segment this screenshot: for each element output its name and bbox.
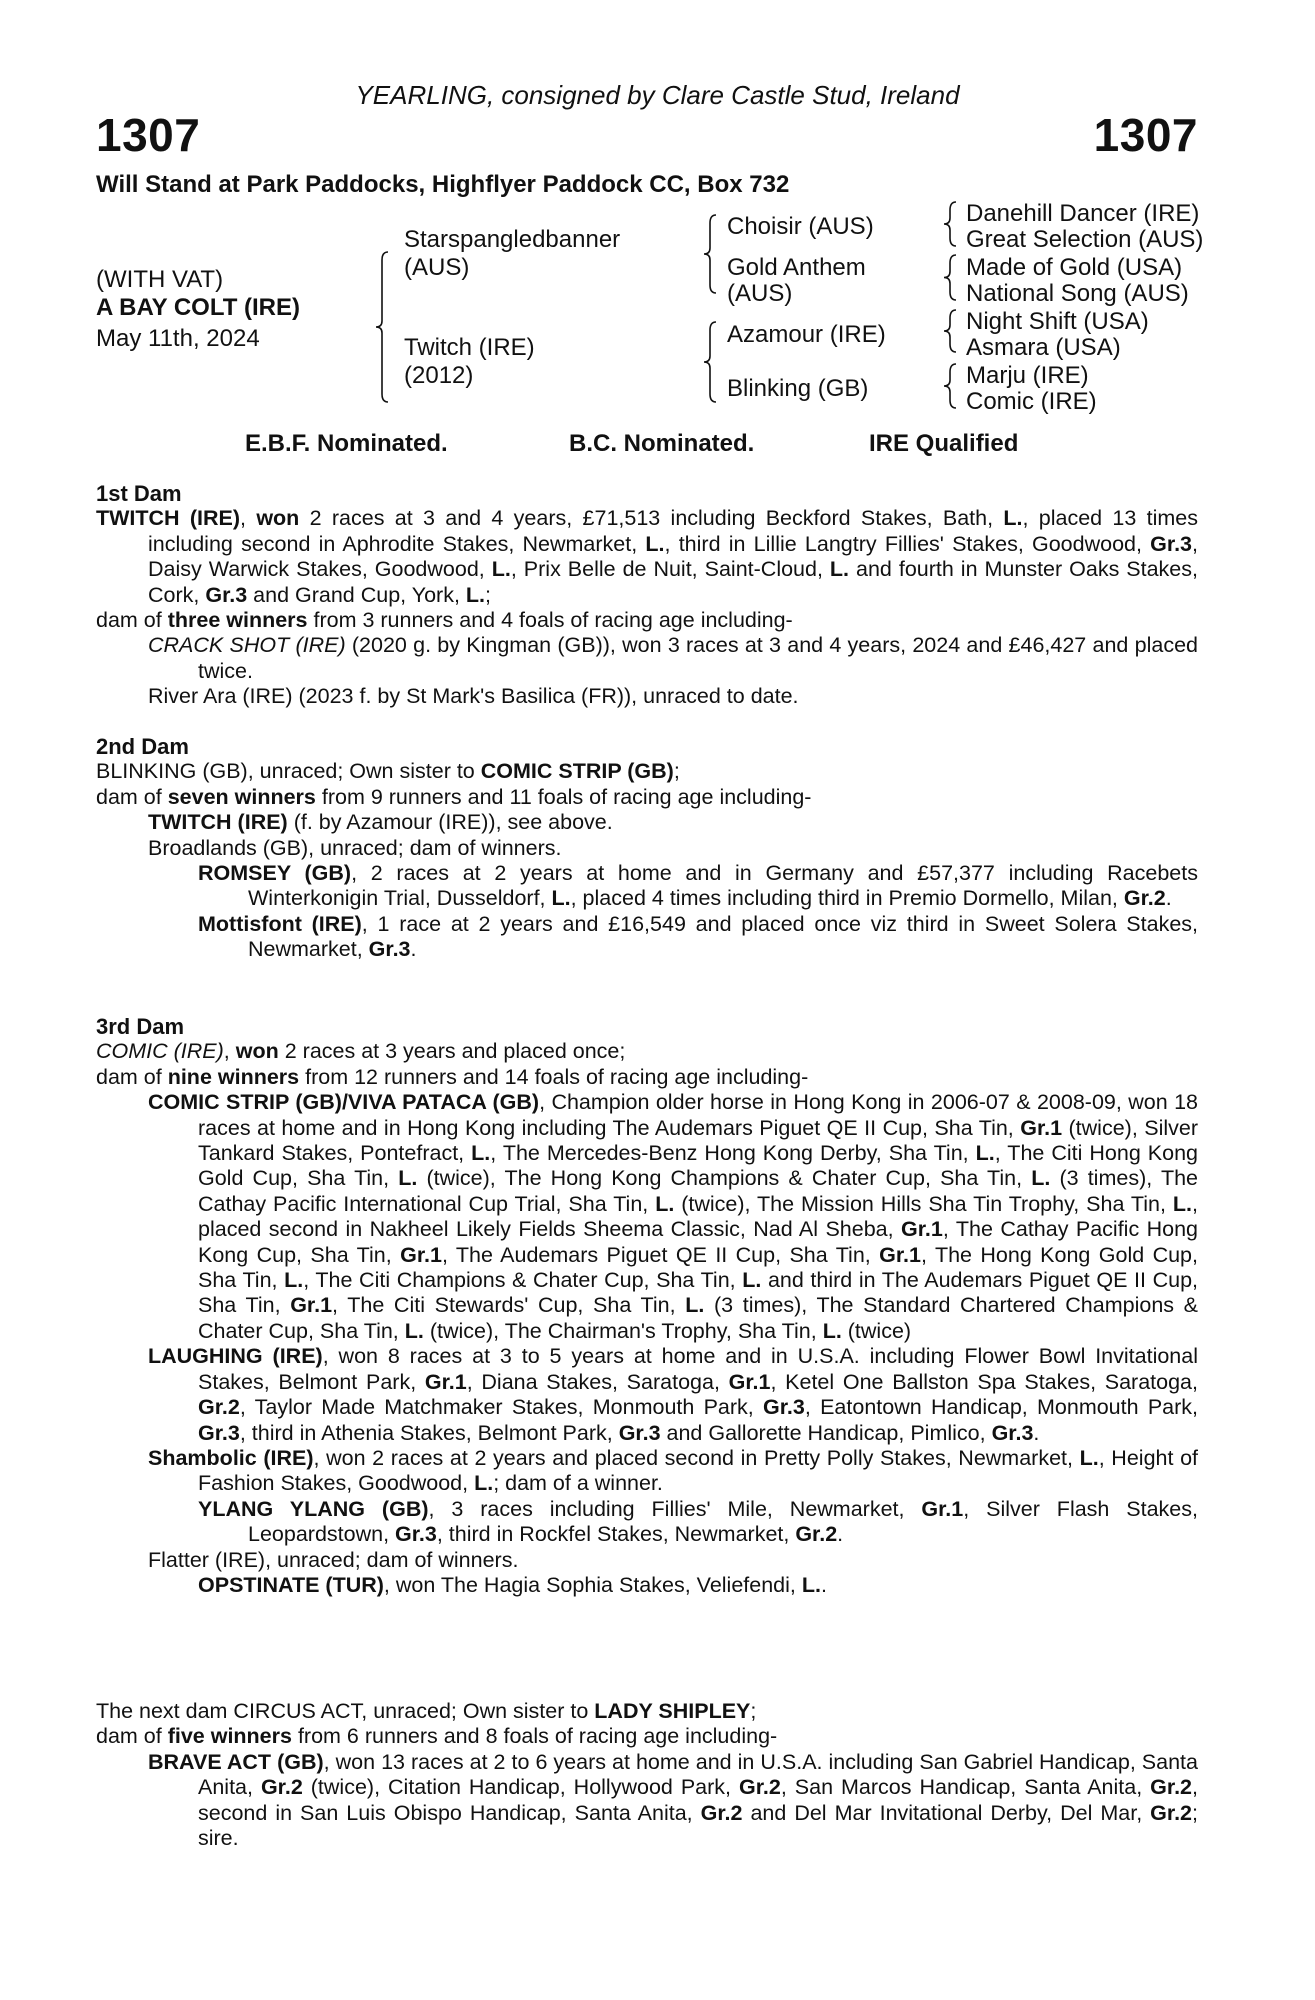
- text: , third in Athenia Stakes, Belmont Park,: [239, 1420, 619, 1445]
- gen4-ancestor: Asmara (USA): [966, 334, 1121, 361]
- bold-text: L.: [829, 557, 850, 582]
- text: ;: [485, 582, 492, 607]
- bold-text: OPSTINATE (TUR): [198, 1572, 384, 1597]
- bold-text: Gr.2: [1150, 1775, 1193, 1800]
- pedigree-entry: [96, 1699, 1198, 1724]
- gen4-ancestor: Made of Gold (USA): [966, 254, 1183, 281]
- text: .: [1165, 886, 1172, 911]
- sire-dam-name: Gold Anthem: [727, 254, 866, 281]
- bold-text: L.: [551, 886, 571, 911]
- bold-text: Gr.2: [198, 1395, 240, 1420]
- bold-text: L.: [474, 1471, 494, 1496]
- bold-text: Gr.1: [290, 1293, 333, 1318]
- bold-text: Gr.1: [901, 1217, 943, 1242]
- sire-origin: (AUS): [404, 254, 470, 281]
- text: dam of: [96, 608, 168, 633]
- text: , Prix Belle de Nuit, Saint-Cloud,: [510, 557, 830, 582]
- bold-text: BRAVE ACT (GB): [148, 1749, 324, 1774]
- bold-text: L.: [398, 1166, 418, 1191]
- text: (twice): [841, 1318, 912, 1343]
- dam-name: Twitch (IRE): [404, 334, 535, 361]
- bold-text: ROMSEY (GB): [198, 861, 352, 886]
- text: (twice), The Hong Kong Champions & Chater Cup, Sha Tin,: [417, 1166, 1032, 1191]
- text: (f. by Azamour (IRE)), see above.: [287, 810, 613, 835]
- bold-text: YLANG YLANG (GB): [198, 1496, 429, 1521]
- text: , The Citi Stewards' Cup, Sha Tin,: [332, 1293, 686, 1318]
- text: , Taylor Made Matchmaker Stakes, Monmouth Park,: [239, 1395, 764, 1420]
- gen4-ancestor: National Song (AUS): [966, 280, 1189, 307]
- text: from 9 runners and 11 foals of racing age including-: [315, 784, 812, 809]
- text: (twice), The Mission Hills Sha Tin Trophy, Sha Tin,: [674, 1191, 1173, 1216]
- dam-dam: Blinking (GB): [727, 375, 869, 402]
- text: , The Mercedes-Benz Hong Kong Derby, Sha Tin,: [490, 1141, 976, 1166]
- text: The next dam CIRCUS ACT, unraced; Own sister to: [96, 1699, 595, 1723]
- text: .: [837, 1522, 844, 1547]
- bold-text: five winners: [167, 1724, 292, 1749]
- bold-text: won: [256, 506, 300, 531]
- section-heading: 3rd Dam: [96, 1014, 185, 1039]
- text: , Height of Fashion Stakes, Goodwood,: [198, 1445, 1199, 1496]
- text: dam of: [96, 784, 168, 809]
- section-heading: 1st Dam: [96, 481, 182, 506]
- brace-icon: [944, 364, 956, 408]
- bold-text: Gr.2: [700, 1800, 743, 1825]
- bold-text: won: [235, 1039, 279, 1064]
- bold-text: Gr.1: [728, 1369, 771, 1394]
- gen4-ancestor: Comic (IRE): [966, 388, 1097, 415]
- bold-text: L.: [801, 1572, 821, 1597]
- pedigree-entry: [96, 861, 1198, 912]
- text: , Silver Flash Stakes, Leopardstown,: [248, 1496, 1198, 1547]
- text: , Diana Stakes, Saratoga,: [466, 1369, 729, 1394]
- bold-text: Gr.2: [738, 1775, 781, 1800]
- bold-text: Gr.3: [368, 937, 411, 962]
- text: .: [820, 1572, 827, 1597]
- bold-text: L.: [742, 1268, 762, 1293]
- foaling-date: May 11th, 2024: [96, 325, 260, 352]
- consignment-line: YEARLING, consigned by Clare Castle Stud, Ireland: [355, 80, 960, 110]
- text: , placed 4 times including third in Premio Dormello, Milan,: [570, 886, 1124, 911]
- pedigree-entry: [96, 1573, 1198, 1598]
- bold-text: Gr.2: [1150, 1800, 1193, 1825]
- bold-text: TWITCH (IRE): [148, 810, 288, 835]
- bold-text: Gr.3: [395, 1522, 437, 1547]
- brace-icon: [704, 215, 716, 293]
- text: (twice), Citation Handicap, Hollywood Park,: [302, 1775, 739, 1800]
- bold-text: L.: [284, 1268, 304, 1293]
- brace-icon: [944, 255, 956, 300]
- sire-dam-origin: (AUS): [727, 280, 793, 307]
- text: , third in Rockfel Stakes, Newmarket,: [436, 1522, 796, 1547]
- text: ,: [223, 1039, 236, 1064]
- bold-text: Gr.2: [795, 1522, 838, 1547]
- text: ;: [750, 1699, 757, 1723]
- text: ,: [240, 506, 257, 531]
- pedigree-entry: [96, 633, 1198, 684]
- bold-text: L.: [465, 582, 486, 607]
- text: ; dam of a winner.: [493, 1471, 663, 1496]
- bold-text: COMIC STRIP (GB)/VIVA PATACA (GB): [148, 1090, 540, 1115]
- text: , Champion older horse in Hong Kong in 2006-07 & 2008-09, won 18 races at home and in Hong Kong including The Audemars Piguet QE II Cup, Sha Tin,: [198, 1090, 1198, 1140]
- pedigree-entry: [96, 1497, 1198, 1548]
- text: , The Cathay Pacific Hong Kong Cup, Sha Tin,: [198, 1217, 1199, 1267]
- bold-text: L.: [822, 1318, 842, 1343]
- bold-text: Gr.3: [991, 1420, 1034, 1445]
- bc-nominated: B.C. Nominated.: [569, 430, 755, 457]
- text: , 2 races at 2 years at home and in Germany and £57,377 including Racebets Winterkonigin Trial, Dusseldorf,: [248, 861, 1198, 911]
- brace-icon: [376, 252, 388, 402]
- lot-name: A BAY COLT (IRE): [96, 294, 301, 321]
- text: from 6 runners and 8 foals of racing age including-: [291, 1724, 778, 1749]
- pedigree-entry: [96, 836, 1198, 861]
- dam-year: (2012): [404, 362, 474, 389]
- text: , won 13 races at 2 to 6 years at home and in U.S.A. including San Gabriel Handicap, Santa Anita,: [198, 1749, 1198, 1800]
- bold-text: L.: [1003, 506, 1023, 531]
- pedigree-entry: [96, 759, 1198, 784]
- section-1st-dam: [96, 481, 1198, 710]
- bold-text: Gr.1: [424, 1369, 467, 1394]
- lot-number-right: 1307: [1093, 109, 1198, 161]
- text: and Gallorette Handicap, Pimlico,: [660, 1420, 992, 1445]
- text: ;: [673, 759, 680, 784]
- section-heading: 2nd Dam: [96, 734, 189, 759]
- pedigree-entry: [96, 1446, 1198, 1497]
- text: from 3 runners and 4 foals of racing age including-: [307, 608, 793, 633]
- bold-text: L.: [1079, 1445, 1099, 1470]
- text: , 3 races including Fillies' Mile, Newmarket,: [428, 1496, 922, 1521]
- bold-text: L.: [645, 531, 665, 556]
- pedigree-entry: [96, 1039, 1198, 1064]
- gen4-ancestor: Marju (IRE): [966, 362, 1089, 389]
- italic-text: COMIC (IRE): [96, 1039, 224, 1064]
- text: and Grand Cup, York,: [247, 582, 466, 607]
- bold-text: Gr.1: [879, 1242, 921, 1267]
- gen4-ancestor: Danehill Dancer (IRE): [966, 200, 1200, 227]
- text: , placed second in Nakheel Likely Fields Sheema Classic, Nad Al Sheba,: [198, 1191, 1198, 1242]
- text: dam of: [96, 1064, 168, 1089]
- bold-text: LAUGHING (IRE): [148, 1344, 323, 1369]
- text: .: [410, 937, 417, 962]
- text: , placed 13 times including second in Aphrodite Stakes, Newmarket,: [148, 506, 1198, 556]
- section-3rd-dam: [96, 1014, 1198, 1598]
- text: , Ketel One Ballston Spa Stakes, Saratoga,: [770, 1369, 1198, 1394]
- text: Broadlands (GB), unraced; dam of winners.: [148, 835, 562, 860]
- text: , won The Hagia Sophia Stakes, Veliefendi,: [383, 1572, 802, 1597]
- bold-text: LADY SHIPLEY: [594, 1699, 751, 1723]
- text: (3 times), The Cathay Pacific International Cup Trial, Sha Tin,: [198, 1166, 1198, 1216]
- bold-text: TWITCH (IRE): [96, 506, 241, 531]
- bold-text: seven winners: [167, 784, 316, 809]
- bold-text: Gr.1: [921, 1496, 964, 1521]
- brace-icon: [704, 322, 716, 402]
- bold-text: L.: [975, 1141, 995, 1166]
- pedigree-entry: [96, 608, 1198, 633]
- bold-text: Gr.1: [400, 1242, 442, 1267]
- text: (twice), Silver Tankard Stakes, Pontefract,: [198, 1115, 1199, 1166]
- bold-text: Gr.3: [618, 1420, 661, 1445]
- section-next-dam: [96, 1699, 1198, 1851]
- text: River Ara (IRE) (2023 f. by St Mark's Basilica (FR)), unraced to date.: [148, 684, 799, 709]
- vat-note: (WITH VAT): [96, 266, 224, 293]
- pedigree-entry: [96, 1090, 1198, 1344]
- bold-text: Gr.3: [205, 582, 248, 607]
- pedigree-entry: [96, 810, 1198, 835]
- text: Flatter (IRE), unraced; dam of winners.: [148, 1547, 519, 1572]
- ire-qualified: IRE Qualified: [869, 430, 1019, 457]
- italic-text: CRACK SHOT (IRE): [148, 633, 346, 658]
- brace-icon: [944, 202, 956, 246]
- pedigree-entry: [96, 1724, 1198, 1749]
- text: and Del Mar Invitational Derby, Del Mar,: [742, 1800, 1151, 1825]
- bold-text: Gr.1: [1020, 1115, 1063, 1140]
- pedigree-entry: [96, 684, 1198, 709]
- pedigree-entry: [96, 1548, 1198, 1573]
- lot-number-left: 1307: [96, 109, 201, 161]
- pedigree-entry: [96, 506, 1198, 608]
- bold-text: L.: [471, 1141, 491, 1166]
- bold-text: L.: [1172, 1191, 1193, 1216]
- bold-text: COMIC STRIP (GB): [480, 759, 674, 784]
- gen4-ancestor: Great Selection (AUS): [966, 226, 1204, 253]
- text: , second in San Luis Obispo Handicap, Santa Anita,: [198, 1775, 1198, 1825]
- bold-text: three winners: [167, 608, 308, 633]
- text: , Eatontown Handicap, Monmouth Park,: [804, 1395, 1199, 1420]
- text: , won 2 races at 2 years and placed second in Pretty Polly Stakes, Newmarket,: [313, 1445, 1080, 1470]
- ebf-nominated: E.B.F. Nominated.: [245, 430, 448, 457]
- bold-text: Gr.3: [763, 1395, 805, 1420]
- brace-icon: [944, 310, 956, 352]
- text: .: [1033, 1420, 1040, 1445]
- text: , The Citi Champions & Chater Cup, Sha Tin,: [303, 1268, 743, 1293]
- text: 2 races at 3 and 4 years, £71,513 including Beckford Stakes, Bath,: [299, 506, 1004, 531]
- bold-text: L.: [491, 557, 511, 582]
- text: dam of: [96, 1724, 168, 1749]
- text: 2 races at 3 years and placed once;: [278, 1039, 626, 1064]
- text: from 12 runners and 14 foals of racing age including-: [299, 1064, 809, 1089]
- stand-location: Will Stand at Park Paddocks, Highflyer Paddock CC, Box 732: [96, 171, 790, 198]
- text: , The Hong Kong Gold Cup, Sha Tin,: [198, 1242, 1198, 1293]
- text: , Daisy Warwick Stakes, Goodwood,: [148, 531, 1198, 582]
- text: and third in The Audemars Piguet QE II Cup, Sha Tin,: [198, 1268, 1198, 1318]
- text: , won 8 races at 3 to 5 years at home and in U.S.A. including Flower Bowl Invitational Stakes, Belmont Park,: [198, 1344, 1198, 1394]
- bold-text: Gr.3: [198, 1420, 240, 1445]
- sire-name: Starspangledbanner: [404, 226, 621, 253]
- text: (2020 g. by Kingman (GB)), won 3 races at 3 and 4 years, 2024 and £46,427 and placed twice.: [198, 633, 1198, 683]
- bold-text: Gr.2: [260, 1775, 303, 1800]
- pedigree-entry: [96, 1344, 1198, 1446]
- bold-text: nine winners: [167, 1064, 300, 1089]
- text: , The Citi Hong Kong Gold Cup, Sha Tin,: [198, 1141, 1198, 1191]
- text: , The Audemars Piguet QE II Cup, Sha Tin,: [441, 1242, 880, 1267]
- text: (3 times), The Standard Chartered Champions & Chater Cup, Sha Tin,: [198, 1293, 1199, 1343]
- bold-text: L.: [655, 1191, 675, 1216]
- pedigree-entry: [96, 912, 1198, 963]
- text: BLINKING (GB), unraced; Own sister to: [96, 759, 481, 784]
- bold-text: L.: [404, 1318, 424, 1343]
- text: , 1 race at 2 years and £16,549 and placed once viz third in Sweet Solera Stakes, Newmarket,: [248, 911, 1198, 962]
- text: ; sire.: [198, 1800, 1198, 1851]
- text: and fourth in Munster Oaks Stakes, Cork,: [148, 557, 1198, 607]
- text: , San Marcos Handicap, Santa Anita,: [780, 1775, 1151, 1800]
- bold-text: L.: [1031, 1166, 1051, 1191]
- bold-text: L.: [685, 1293, 705, 1318]
- pedigree-entry: [96, 785, 1198, 810]
- bold-text: Gr.2: [1123, 886, 1166, 911]
- gen4-ancestor: Night Shift (USA): [966, 308, 1149, 335]
- bold-text: Gr.3: [1150, 531, 1193, 556]
- sire-sire: Choisir (AUS): [727, 213, 874, 240]
- section-2nd-dam: [96, 734, 1198, 963]
- text: , third in Lillie Langtry Fillies' Stakes, Goodwood,: [664, 531, 1151, 556]
- pedigree-entry: [96, 1750, 1198, 1852]
- pedigree-entry: [96, 1065, 1198, 1090]
- text: (twice), The Chairman's Trophy, Sha Tin,: [423, 1318, 823, 1343]
- bold-text: Shambolic (IRE): [148, 1445, 314, 1470]
- bold-text: Mottisfont (IRE): [198, 911, 362, 936]
- dam-sire: Azamour (IRE): [727, 321, 886, 348]
